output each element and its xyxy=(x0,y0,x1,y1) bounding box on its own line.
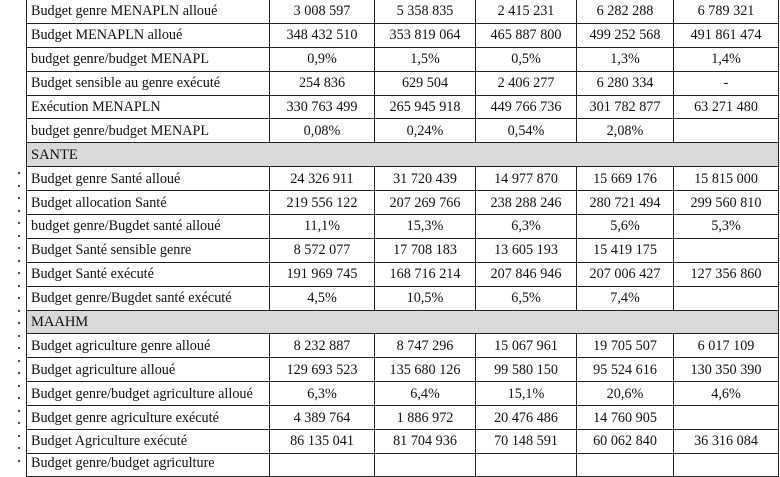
value-cell: 14 977 870 xyxy=(476,167,577,191)
margin-tick xyxy=(18,447,20,449)
value-cell: 491 861 474 xyxy=(674,23,779,47)
table-row xyxy=(27,119,779,143)
section-header xyxy=(27,143,779,167)
value-cell: 1,5% xyxy=(375,47,476,71)
value-cell: 6 017 109 xyxy=(674,334,779,358)
table-row xyxy=(27,406,779,430)
value-cell: 6,3% xyxy=(476,215,577,239)
value-cell: 2 406 277 xyxy=(476,71,577,95)
value-cell xyxy=(674,286,779,310)
value-cell xyxy=(476,453,577,476)
value-cell: 2 415 231 xyxy=(476,0,577,23)
value-cell: 6 282 288 xyxy=(577,0,674,23)
table-row xyxy=(27,95,779,119)
row-label-text: Budget Santé sensible genre xyxy=(31,242,192,259)
budget-table xyxy=(26,0,779,477)
value-cell: 330 763 499 xyxy=(270,95,375,119)
margin-tick xyxy=(18,285,20,287)
value-cell: 15 815 000 xyxy=(674,167,779,191)
margin-tick xyxy=(18,360,20,362)
row-label-text: Budget sensible au genre exécuté xyxy=(31,75,221,92)
margin-tick xyxy=(18,210,20,212)
table-row xyxy=(27,47,779,71)
value-cell: 4,6% xyxy=(674,382,779,406)
value-cell: 1,3% xyxy=(577,47,674,71)
row-label xyxy=(27,71,270,95)
value-cell: 13 605 193 xyxy=(476,238,577,262)
value-cell: 5,3% xyxy=(674,215,779,239)
row-label-text: Budget genre/Bugdet santé exécuté xyxy=(31,290,232,307)
row-label xyxy=(27,358,270,382)
margin-tick xyxy=(18,335,20,337)
table-row xyxy=(27,167,779,191)
value-cell: 0,54% xyxy=(476,119,577,143)
row-label-text: budget genre/budget MENAPL xyxy=(31,51,210,68)
margin-tick xyxy=(18,310,20,312)
value-cell: 8 232 887 xyxy=(270,334,375,358)
table-row xyxy=(27,382,779,406)
value-cell: 60 062 840 xyxy=(577,430,674,454)
margin-tick xyxy=(18,235,20,237)
value-cell: 1 886 972 xyxy=(375,406,476,430)
value-cell: 0,08% xyxy=(270,119,375,143)
row-label-text: Budget Santé exécuté xyxy=(31,266,154,283)
value-cell: 20 476 486 xyxy=(476,406,577,430)
margin-tick xyxy=(18,410,20,412)
row-label-text: Budget genre MENAPLN alloué xyxy=(31,3,218,20)
row-label-text: Budget genre agriculture exécuté xyxy=(31,409,219,426)
value-cell: 465 887 800 xyxy=(476,23,577,47)
row-label xyxy=(27,47,270,71)
margin-tick xyxy=(18,172,20,174)
section-title: SANTE xyxy=(27,143,779,167)
value-cell: 219 556 122 xyxy=(270,191,375,215)
value-cell: 207 006 427 xyxy=(577,262,674,286)
value-cell: 254 836 xyxy=(270,71,375,95)
row-label-text: Budget allocation Santé xyxy=(31,194,167,211)
value-cell: 7,4% xyxy=(577,286,674,310)
row-label-text: budget genre/Bugdet santé alloué xyxy=(31,218,221,235)
value-cell: 31 720 439 xyxy=(375,167,476,191)
value-cell: 499 252 568 xyxy=(577,23,674,47)
value-cell: 168 716 214 xyxy=(375,262,476,286)
value-cell: 95 524 616 xyxy=(577,358,674,382)
row-label-text: Budget genre/budget agriculture xyxy=(31,454,215,471)
margin-tick xyxy=(18,422,20,424)
margin-tick xyxy=(18,347,20,349)
value-cell: 6 789 321 xyxy=(674,0,779,23)
value-cell: 127 356 860 xyxy=(674,262,779,286)
table-row xyxy=(27,71,779,95)
row-label-text: Exécution MENAPLN xyxy=(31,99,161,115)
margin-tick xyxy=(18,435,20,437)
table-row xyxy=(27,0,779,23)
row-label-text: Budget genre Santé alloué xyxy=(31,170,181,187)
budget-table-body xyxy=(27,0,779,476)
value-cell: 81 704 936 xyxy=(375,430,476,454)
row-label xyxy=(27,167,270,191)
row-label xyxy=(27,430,270,454)
table-row xyxy=(27,358,779,382)
table-row xyxy=(27,334,779,358)
value-cell: 8 747 296 xyxy=(375,334,476,358)
margin-tick xyxy=(18,460,20,462)
value-cell: 129 693 523 xyxy=(270,358,375,382)
value-cell: 130 350 390 xyxy=(674,358,779,382)
value-cell: 191 969 745 xyxy=(270,262,375,286)
margin-tick xyxy=(18,322,20,324)
margin-tick xyxy=(18,397,20,399)
row-label xyxy=(27,95,270,119)
value-cell: 301 782 877 xyxy=(577,95,674,119)
value-cell: 280 721 494 xyxy=(577,191,674,215)
row-label xyxy=(27,119,270,143)
margin-tick xyxy=(18,272,20,274)
value-cell: 135 680 126 xyxy=(375,358,476,382)
value-cell: 0,5% xyxy=(476,47,577,71)
value-cell xyxy=(674,453,779,476)
row-label xyxy=(27,286,270,310)
table-row xyxy=(27,262,779,286)
value-cell xyxy=(375,453,476,476)
value-cell: 99 580 150 xyxy=(476,358,577,382)
section-title: MAAHM xyxy=(27,310,779,334)
value-cell: 24 326 911 xyxy=(270,167,375,191)
value-cell: 2,08% xyxy=(577,119,674,143)
value-cell: 6 280 334 xyxy=(577,71,674,95)
table-row xyxy=(27,191,779,215)
value-cell xyxy=(270,453,375,476)
value-cell: 1,4% xyxy=(674,47,779,71)
value-cell xyxy=(674,406,779,430)
value-cell: 20,6% xyxy=(577,382,674,406)
value-cell: 4 389 764 xyxy=(270,406,375,430)
table-row xyxy=(27,453,779,476)
value-cell: 449 766 736 xyxy=(476,95,577,119)
table-row xyxy=(27,430,779,454)
table-row xyxy=(27,215,779,239)
value-cell: 15 669 176 xyxy=(577,167,674,191)
value-cell: 14 760 905 xyxy=(577,406,674,430)
row-label xyxy=(27,262,270,286)
table-row xyxy=(27,286,779,310)
row-label-text: Budget Agriculture exécuté xyxy=(31,433,188,450)
value-cell: 238 288 246 xyxy=(476,191,577,215)
row-label xyxy=(27,238,270,262)
row-label xyxy=(27,334,270,358)
row-label xyxy=(27,382,270,406)
value-cell xyxy=(577,453,674,476)
margin-marks xyxy=(0,0,24,470)
margin-tick xyxy=(18,197,20,199)
table-row xyxy=(27,23,779,47)
value-cell: 629 504 xyxy=(375,71,476,95)
row-label xyxy=(27,215,270,239)
value-cell: 15,1% xyxy=(476,382,577,406)
row-label-text: Budget MENAPLN alloué xyxy=(31,27,183,44)
value-cell: 353 819 064 xyxy=(375,23,476,47)
section-header xyxy=(27,310,779,334)
value-cell: 6,3% xyxy=(270,382,375,406)
value-cell: 8 572 077 xyxy=(270,238,375,262)
margin-tick xyxy=(18,222,20,224)
value-cell: 19 705 507 xyxy=(577,334,674,358)
row-label xyxy=(27,191,270,215)
row-label xyxy=(27,0,270,23)
row-label xyxy=(27,453,270,476)
value-cell: 3 008 597 xyxy=(270,0,375,23)
value-cell: 11,1% xyxy=(270,215,375,239)
value-cell: 6,4% xyxy=(375,382,476,406)
margin-tick xyxy=(18,260,20,262)
row-label-text: budget genre/budget MENAPL xyxy=(31,122,210,139)
value-cell: 86 135 041 xyxy=(270,430,375,454)
table-row xyxy=(27,238,779,262)
value-cell: 207 846 946 xyxy=(476,262,577,286)
margin-tick xyxy=(18,185,20,187)
row-label-text: Budget agriculture alloué xyxy=(31,361,176,378)
value-cell: 63 271 480 xyxy=(674,95,779,119)
value-cell: 4,5% xyxy=(270,286,375,310)
row-label xyxy=(27,23,270,47)
value-cell: 15 419 175 xyxy=(577,238,674,262)
value-cell: 348 432 510 xyxy=(270,23,375,47)
row-label-text: Budget agriculture genre alloué xyxy=(31,337,211,354)
margin-tick xyxy=(18,247,20,249)
margin-tick xyxy=(18,297,20,299)
value-cell: 0,9% xyxy=(270,47,375,71)
value-cell: 15 067 961 xyxy=(476,334,577,358)
margin-tick xyxy=(18,372,20,374)
value-cell: 17 708 183 xyxy=(375,238,476,262)
value-cell xyxy=(674,238,779,262)
margin-tick xyxy=(18,385,20,387)
value-cell: 5 358 835 xyxy=(375,0,476,23)
row-label xyxy=(27,406,270,430)
value-cell: 15,3% xyxy=(375,215,476,239)
value-cell: 5,6% xyxy=(577,215,674,239)
value-cell: - xyxy=(674,71,779,95)
value-cell: 265 945 918 xyxy=(375,95,476,119)
value-cell: 299 560 810 xyxy=(674,191,779,215)
value-cell xyxy=(674,119,779,143)
value-cell: 70 148 591 xyxy=(476,430,577,454)
row-label-text: Budget genre/budget agriculture alloué xyxy=(31,385,253,402)
value-cell: 10,5% xyxy=(375,286,476,310)
value-cell: 6,5% xyxy=(476,286,577,310)
value-cell: 0,24% xyxy=(375,119,476,143)
value-cell: 36 316 084 xyxy=(674,430,779,454)
value-cell: 207 269 766 xyxy=(375,191,476,215)
